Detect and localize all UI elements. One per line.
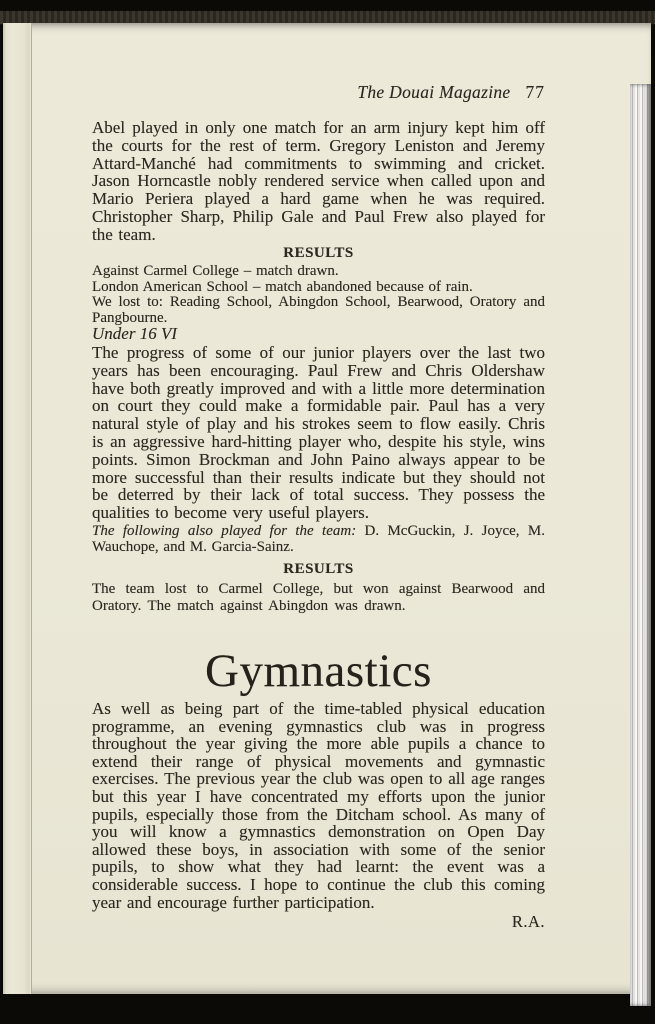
- results-list-1: [92, 264, 545, 326]
- page-gutter-edge: [3, 23, 32, 994]
- result-line: Against Carmel College – match drawn.: [92, 263, 339, 279]
- author-initials: R.A.: [511, 912, 545, 931]
- also-played-lead: The following also played for the team:: [92, 523, 357, 539]
- page-header: [92, 82, 545, 103]
- magazine-title: The Douai Magazine: [357, 82, 511, 102]
- results-heading-1: RESULTS: [283, 245, 354, 261]
- also-played-note: [92, 524, 545, 555]
- results-heading-2: RESULTS: [283, 561, 354, 577]
- also-played-names: D. McGuckin, J. Joyce, M. Wauchope, and M. Garcia-Sainz.: [92, 523, 545, 555]
- tennis-intro-paragraph: Abel played in only one match for an arm injury kept him off the courts for the rest of term. Gregory Leniston and Jeremy Attard-Manché had commitments to swimming and cricket. Jason Horncastle nobly rendered service when called upon and Mario Periera played a hard game when he was required. Christopher Sharp, Philip Gale and Paul Frew also played for the team.: [92, 118, 545, 244]
- under16-paragraph: The progress of some of our junior players over the last two years has been encouraging. Paul Frew and Chris Oldershaw have both greatly improved and with a little more determination on court they could make a formidable pair. Paul has a very natural style of play and his strokes seem to flow easily. Chris is an aggressive hard-hitting player who, despite his style, wins points. Simon Brockman and John Paino always appear to be more successful than their results indicate but they should not be deterred by their lack of total success. They possess the qualities to become very useful players.: [92, 343, 545, 523]
- result-line: London American School – match abandoned because of rain.: [92, 278, 473, 295]
- result-line: We lost to: Reading School, Abingdon School, Bearwood, Oratory and Pangbourne.: [92, 294, 545, 326]
- gymnastics-heading: Gymnastics: [205, 645, 432, 697]
- gymnastics-paragraph: As well as being part of the time-tabled physical education programme, an evening gymnastics club was in progress throughout the year giving the more able pupils a chance to extend their range of physical movements and gymnastic exercises. The previous year the club was open to all age ranges but this year I have concentrated my efforts upon the junior pupils, especially those from the Ditcham school. As many of you will know a gymnastics demonstration on Open Day allowed these boys, in association with some of the senior pupils, to show what they had learnt: the event was a considerable success. I hope to continue the club this coming year and encourage further participation.: [92, 699, 545, 912]
- page-number: 77: [525, 82, 545, 102]
- under16-heading: Under 16 VI: [92, 324, 177, 343]
- page-fore-edge-stack: [630, 84, 651, 1006]
- results-text-2: The team lost to Carmel College, but won against Bearwood and Oratory. The match against Abingdon was drawn.: [92, 581, 545, 614]
